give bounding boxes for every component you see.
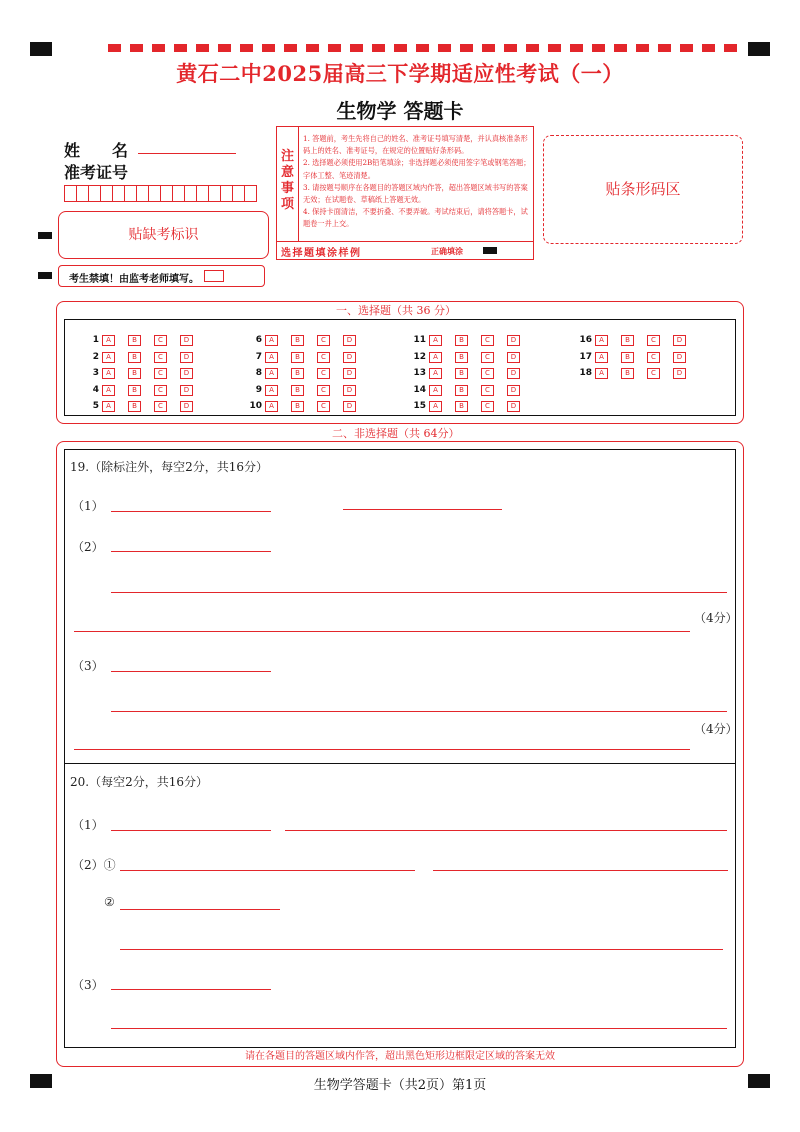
exam-id-cell[interactable] (245, 185, 257, 202)
option-b[interactable]: B (455, 401, 468, 412)
option-b[interactable]: B (291, 335, 304, 346)
absent-note-box (58, 265, 265, 287)
exam-id-cell[interactable] (221, 185, 233, 202)
exam-title: 黄石二中2025届高三下学期适应性考试（一） (176, 61, 624, 86)
option-d[interactable]: D (507, 352, 520, 363)
question-number: 15 (413, 401, 426, 411)
exam-id-cell[interactable] (185, 185, 197, 202)
option-a[interactable]: A (429, 352, 442, 363)
exam-id-cell[interactable] (101, 185, 113, 202)
option-b[interactable]: B (291, 385, 304, 396)
option-d[interactable]: D (507, 368, 520, 379)
q20-part3-blank-a[interactable] (111, 989, 271, 990)
exam-id-cell[interactable] (77, 185, 89, 202)
choice-row (240, 360, 369, 377)
exam-id-cell[interactable] (149, 185, 161, 202)
option-b[interactable]: B (128, 401, 141, 412)
choice-row (240, 393, 369, 410)
corner-mark-top-left (30, 42, 52, 56)
question-number: 12 (413, 351, 426, 362)
option-a[interactable]: A (265, 401, 278, 412)
option-a[interactable]: A (102, 385, 115, 396)
option-b[interactable]: B (455, 352, 468, 363)
choice-row (77, 393, 206, 410)
choice-row (570, 344, 699, 361)
q20-part2-sub2-label: ② (104, 895, 115, 909)
choice-row (570, 360, 699, 377)
notice-heading: 注意事项 (277, 127, 299, 241)
answer-area-warning: 请在各题目的答题区域内作答，超出黑色矩形边框限定区域的答案无效 (245, 1051, 555, 1062)
option-c[interactable]: C (647, 352, 660, 363)
option-b[interactable]: B (291, 401, 304, 412)
correct-fill-sample (483, 247, 497, 254)
absent-note: 考生禁填！由监考老师填写。 (69, 274, 199, 285)
q20-part2-blank-b[interactable] (433, 870, 728, 871)
q20-part1-blank-a[interactable] (111, 830, 271, 831)
q20-part2-label: （2）① (72, 858, 116, 872)
option-c[interactable]: C (317, 368, 330, 379)
question-number: 10 (249, 401, 262, 411)
q20-part2-blank-d[interactable] (120, 949, 723, 950)
option-a[interactable]: A (265, 352, 278, 363)
option-d[interactable]: D (673, 352, 686, 363)
notice-body (303, 133, 531, 231)
q20-part3-label: （3） (72, 978, 104, 992)
q19-heading: 19.（除标注外，每空2分，共16分） (70, 460, 268, 474)
absent-sticker-area (58, 211, 269, 259)
option-b[interactable]: B (455, 368, 468, 379)
option-a[interactable]: A (429, 368, 442, 379)
option-d[interactable]: D (507, 401, 520, 412)
q19-part1-blank-a[interactable] (111, 511, 271, 512)
option-d[interactable]: D (507, 335, 520, 346)
choice-row (77, 377, 206, 394)
option-c[interactable]: C (154, 368, 167, 379)
exam-id-cell[interactable] (209, 185, 221, 202)
option-d[interactable]: D (180, 385, 193, 396)
q19-part3-label: （3） (72, 659, 104, 673)
q20-part1-label: （1） (72, 818, 104, 832)
barcode-area: 贴条形码区 (543, 135, 743, 244)
option-c[interactable]: C (317, 385, 330, 396)
exam-id-cell[interactable] (161, 185, 173, 202)
choice-row (77, 360, 206, 377)
choice-row (404, 377, 533, 394)
choice-row (404, 360, 533, 377)
corner-mark-top-right (748, 42, 770, 56)
question-number: 6 (255, 335, 262, 345)
q20-part2-blank-a[interactable] (120, 870, 415, 871)
choice-row (404, 344, 533, 361)
choice-row (77, 327, 206, 344)
q19-part3-score: （4分） (694, 722, 738, 736)
option-d[interactable]: D (343, 401, 356, 412)
option-d[interactable]: D (673, 368, 686, 379)
q19-part2-blank-c[interactable] (74, 631, 690, 632)
question-number: 18 (579, 368, 592, 378)
q19-part1-blank-b[interactable] (343, 509, 502, 510)
sample-label: 选择题填涂样例 (281, 248, 362, 259)
question-number: 8 (255, 368, 262, 378)
exam-id-cell[interactable] (233, 185, 245, 202)
option-c[interactable]: C (317, 352, 330, 363)
q20-box (64, 762, 736, 1048)
option-c[interactable]: C (317, 335, 330, 346)
option-d[interactable]: D (343, 385, 356, 396)
q19-part1-label: （1） (72, 499, 104, 513)
notice-item: 4. 保持卡面清洁，不要折叠、不要弄破。考试结束后，请将答题卡，试题卷一并上交。 (303, 207, 528, 229)
q20-part2-blank-c[interactable] (120, 909, 280, 910)
option-b[interactable]: B (291, 352, 304, 363)
choice-column (77, 327, 206, 410)
question-number: 11 (413, 335, 426, 345)
timing-mark (38, 272, 52, 279)
option-c[interactable]: C (154, 385, 167, 396)
question-number: 17 (579, 351, 592, 362)
option-a[interactable]: A (102, 368, 115, 379)
notice-item: 2. 选择题必须使用2B铅笔填涂；非选择题必须使用签字笔或钢笔答题；字体工整、笔迹清楚。 (303, 158, 531, 180)
option-a[interactable]: A (595, 335, 608, 346)
option-b[interactable]: B (128, 385, 141, 396)
q19-part3-blank-b[interactable] (111, 711, 727, 712)
choice-row (240, 327, 369, 344)
option-d[interactable]: D (343, 368, 356, 379)
question-number: 13 (413, 368, 426, 378)
option-a[interactable]: A (595, 352, 608, 363)
name-field[interactable] (138, 153, 236, 154)
option-c[interactable]: C (154, 335, 167, 346)
question-number: 4 (92, 384, 99, 395)
option-c[interactable]: C (154, 352, 167, 363)
option-d[interactable]: D (180, 368, 193, 379)
q19-part3-blank-c[interactable] (74, 749, 690, 750)
correct-fill-label: 正确填涂 (431, 247, 463, 256)
option-a[interactable]: A (102, 335, 115, 346)
q20-heading: 20.（每空2分，共16分） (70, 775, 208, 789)
fill-sample-row (277, 241, 533, 260)
sheet-subtitle: 生物学 答题卡 (336, 99, 464, 123)
option-b[interactable]: B (128, 352, 141, 363)
q19-part3-blank-a[interactable] (111, 671, 271, 672)
question-number: 9 (255, 384, 262, 395)
exam-id-cell[interactable] (125, 185, 137, 202)
q20-part1-blank-b[interactable] (285, 830, 727, 831)
option-d[interactable]: D (343, 335, 356, 346)
question-number: 7 (255, 351, 262, 362)
option-b[interactable]: B (291, 368, 304, 379)
option-a[interactable]: A (429, 401, 442, 412)
question-number: 5 (92, 401, 99, 411)
option-a[interactable]: A (102, 401, 115, 412)
q20-part3-blank-b[interactable] (111, 1028, 727, 1029)
choice-row (570, 327, 699, 344)
option-c[interactable]: C (481, 335, 494, 346)
choice-row (404, 327, 533, 344)
question-number: 1 (92, 335, 99, 345)
q19-part2-score: （4分） (694, 611, 738, 625)
option-a[interactable]: A (102, 352, 115, 363)
option-b[interactable]: B (455, 385, 468, 396)
choice-row (404, 393, 533, 410)
notice-item: 1. 答题前，考生先将自己的姓名、准考证号填写清楚，并认真核准条形码上的姓名、准考证号，在规定的位置贴好条形码。 (303, 134, 528, 156)
top-dash-line (108, 44, 738, 52)
option-b[interactable]: B (621, 368, 634, 379)
exam-id-label: 准考证号 (64, 163, 129, 182)
question-number: 2 (92, 351, 99, 362)
option-c[interactable]: C (481, 368, 494, 379)
option-c[interactable]: C (317, 401, 330, 412)
option-c[interactable]: C (481, 385, 494, 396)
q19-box (64, 449, 736, 764)
timing-mark (38, 232, 52, 239)
exam-id-cell[interactable] (113, 185, 125, 202)
option-a[interactable]: A (265, 368, 278, 379)
option-d[interactable]: D (673, 335, 686, 346)
choice-row (240, 377, 369, 394)
option-c[interactable]: C (481, 352, 494, 363)
name-label: 姓 名 (64, 141, 129, 160)
option-a[interactable]: A (265, 335, 278, 346)
choice-column (240, 327, 369, 410)
exam-id-boxes[interactable] (64, 185, 257, 202)
option-c[interactable]: C (647, 368, 660, 379)
choice-column (404, 327, 533, 410)
question-number: 3 (92, 368, 99, 378)
option-c[interactable]: C (481, 401, 494, 412)
page-footer: 生物学答题卡（共2页）第1页 (313, 1078, 487, 1093)
exam-id-cell[interactable] (64, 185, 77, 202)
option-b[interactable]: B (128, 335, 141, 346)
exam-id-cell[interactable] (89, 185, 101, 202)
question-number: 14 (413, 384, 426, 395)
question-number: 16 (579, 335, 592, 345)
q19-part2-blank-a[interactable] (111, 551, 271, 552)
choice-row (240, 344, 369, 361)
exam-id-cell[interactable] (173, 185, 185, 202)
choice-section-title: 一、选择题（共 36 分） (330, 302, 462, 318)
option-d[interactable]: D (507, 385, 520, 396)
exam-id-cell[interactable] (137, 185, 149, 202)
choice-row (77, 344, 206, 361)
option-d[interactable]: D (180, 352, 193, 363)
choice-column (570, 327, 699, 377)
option-d[interactable]: D (180, 401, 193, 412)
option-c[interactable]: C (154, 401, 167, 412)
option-b[interactable]: B (621, 352, 634, 363)
notice-item: 3. 请按题号顺序在各题目的答题区域内作答，超出答题区域书写的答案无效；在试题卷、草稿纸上答题无效。 (303, 182, 528, 205)
q19-part2-blank-b[interactable] (111, 592, 727, 593)
option-c[interactable]: C (647, 335, 660, 346)
option-b[interactable]: B (621, 335, 634, 346)
exam-id-cell[interactable] (197, 185, 209, 202)
option-a[interactable]: A (595, 368, 608, 379)
absent-mark-box[interactable] (204, 270, 224, 282)
notice-box (276, 126, 534, 260)
option-a[interactable]: A (429, 335, 442, 346)
option-a[interactable]: A (429, 385, 442, 396)
q19-part2-label: （2） (72, 540, 104, 554)
option-b[interactable]: B (128, 368, 141, 379)
option-d[interactable]: D (180, 335, 193, 346)
option-d[interactable]: D (343, 352, 356, 363)
non-choice-section-title: 二、非选择题（共 64分） (326, 425, 466, 441)
option-a[interactable]: A (265, 385, 278, 396)
option-b[interactable]: B (455, 335, 468, 346)
absent-label: 贴缺考标识 (128, 227, 199, 243)
